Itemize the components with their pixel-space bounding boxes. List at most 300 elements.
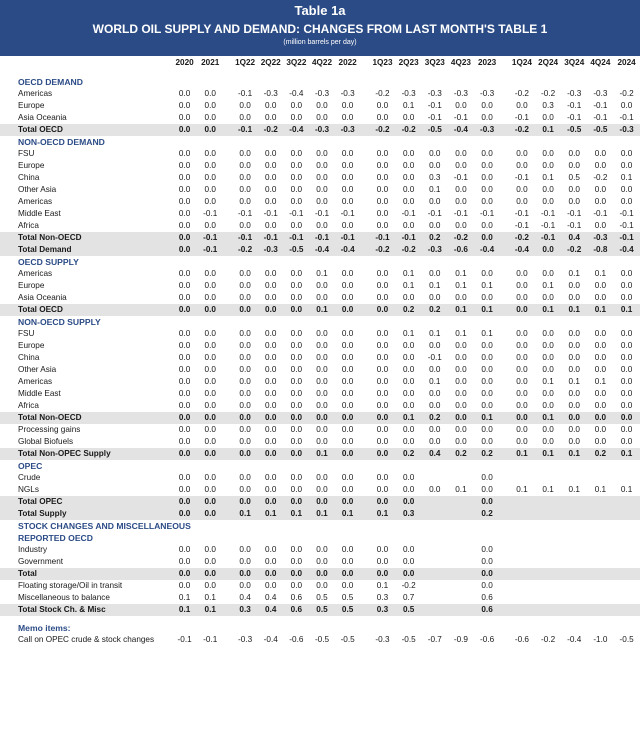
table-cell: 0.0: [178, 329, 191, 338]
table-cell: 0.0: [542, 293, 554, 302]
table-cell: 0.0: [265, 437, 277, 446]
section-row-non-oecd-supply: [0, 316, 640, 328]
row-label: Total Non-OPEC Supply: [0, 448, 172, 460]
table-cell: 0.0: [310, 568, 335, 580]
table-cell: [232, 256, 259, 268]
table-cell: -0.1: [619, 113, 634, 122]
table-cell: [588, 520, 614, 532]
table-cell: 0.2: [396, 304, 422, 316]
row-europe: [0, 280, 640, 292]
table-cell: 0.0: [204, 113, 216, 122]
table-cell: 0.0: [204, 221, 216, 230]
table-cell: 0.0: [620, 353, 633, 362]
table-cell: 0.0: [265, 221, 277, 230]
table-cell: 0.6: [481, 593, 493, 602]
table-cell: [535, 136, 561, 148]
table-cell: 0.1: [535, 124, 561, 136]
table-cell: 0.0: [376, 161, 389, 170]
table-cell: 0.0: [516, 197, 528, 206]
table-cell: 0.0: [402, 185, 415, 194]
table-cell: -0.5: [619, 635, 634, 644]
table-cell: 0.0: [429, 425, 441, 434]
table-cell: [448, 556, 474, 568]
table-cell: 0.0: [178, 209, 191, 218]
table-cell: -0.5: [561, 124, 588, 136]
table-cell: [197, 256, 224, 268]
table-cell: 0.0: [542, 389, 554, 398]
table-cell: 0.0: [204, 149, 216, 158]
table-cell: 0.0: [265, 293, 277, 302]
table-cell: 0.0: [341, 425, 354, 434]
table-cell: 0.1: [481, 281, 493, 290]
table-cell: -0.5: [588, 124, 614, 136]
table-cell: -0.2: [375, 89, 390, 98]
total-row-total-non-oecd: [0, 412, 640, 424]
table-cell: 0.0: [178, 437, 191, 446]
table-cell: 0.0: [239, 377, 251, 386]
table-cell: 0.0: [172, 124, 197, 136]
table-cell: 0.2: [474, 508, 501, 520]
table-cell: -0.1: [619, 209, 634, 218]
table-cell: 0.0: [376, 353, 389, 362]
table-cell: 0.1: [542, 173, 554, 182]
table-cell: 0.0: [620, 437, 633, 446]
table-cell: 0.0: [316, 377, 328, 386]
row-label: Industry: [18, 545, 48, 554]
total-row-total: [0, 568, 640, 580]
table-cell: 0.5: [310, 604, 335, 616]
table-cell: [535, 622, 561, 634]
table-cell: -0.3: [427, 89, 442, 98]
table-cell: 0.0: [455, 197, 467, 206]
table-cell: 0.0: [265, 545, 277, 554]
table-cell: 0.0: [568, 185, 580, 194]
table-cell: 0.1: [568, 485, 580, 494]
table-cell: 0.0: [396, 496, 422, 508]
table-cell: -0.1: [427, 209, 442, 218]
table-cell: [396, 532, 422, 544]
table-cell: [509, 256, 536, 268]
table-cell: [509, 472, 536, 484]
table-cell: 0.0: [239, 473, 251, 482]
table-cell: 0.0: [204, 329, 216, 338]
table-cell: -1.0: [593, 635, 608, 644]
table-cell: -0.4: [567, 635, 582, 644]
table-cell: [474, 76, 501, 88]
table-cell: 0.0: [204, 89, 216, 98]
table-cell: 0.0: [204, 437, 216, 446]
table-cell: [561, 532, 588, 544]
table-cell: 0.0: [376, 293, 389, 302]
table-cell: 0.0: [341, 437, 354, 446]
table-cell: -0.1: [453, 173, 468, 182]
table-cell: [535, 316, 561, 328]
section-row-oecd-demand: [0, 76, 640, 88]
table-cell: [509, 580, 536, 592]
table-cell: 0.5: [396, 604, 422, 616]
section-row-stock-changes-and-miscellaneous: [0, 520, 640, 532]
table-cell: -0.2: [258, 124, 283, 136]
table-cell: 0.2: [421, 412, 448, 424]
table-cell: [172, 460, 197, 472]
row-europe: [0, 340, 640, 352]
table-cell: [310, 76, 335, 88]
table-cell: 0.0: [197, 448, 224, 460]
table-cell: [232, 76, 259, 88]
table-cell: [197, 622, 224, 634]
table-cell: [197, 316, 224, 328]
table-cell: [396, 316, 422, 328]
table-cell: [421, 460, 448, 472]
table-cell: 0.0: [316, 389, 328, 398]
table-cell: 0.0: [265, 557, 277, 566]
table-cell: [561, 496, 588, 508]
table-cell: -0.1: [514, 173, 529, 182]
table-cell: 0.1: [594, 485, 607, 494]
table-cell: 0.0: [481, 473, 493, 482]
table-cell: 0.0: [429, 197, 441, 206]
table-cell: 0.0: [369, 448, 396, 460]
table-cell: 0.0: [402, 197, 415, 206]
table-cell: 0.0: [178, 113, 191, 122]
table-cell: 0.0: [204, 389, 216, 398]
table-cell: [396, 622, 422, 634]
column-header: 1Q23: [372, 58, 393, 67]
table-cell: 0.0: [568, 161, 580, 170]
table-cell: [448, 508, 474, 520]
table-cell: 0.0: [265, 101, 277, 110]
table-cell: 0.0: [429, 149, 441, 158]
table-cell: [561, 592, 588, 604]
table-cell: [535, 520, 561, 532]
table-cell: 0.1: [310, 508, 335, 520]
table-cell: 0.0: [290, 173, 303, 182]
row-label: Americas: [18, 197, 53, 206]
table-cell: [613, 556, 640, 568]
table-cell: -0.2: [396, 244, 422, 256]
table-cell: 0.0: [232, 304, 259, 316]
table-cell: 0.0: [568, 197, 580, 206]
table-cell: 0.6: [290, 593, 303, 602]
table-cell: 0.0: [448, 412, 474, 424]
table-cell: [588, 556, 614, 568]
table-cell: 0.0: [341, 389, 354, 398]
table-cell: 0.0: [516, 185, 528, 194]
table-cell: 0.0: [290, 101, 303, 110]
table-cell: -0.1: [203, 209, 218, 218]
table-cell: [509, 604, 536, 616]
table-cell: 0.0: [568, 341, 580, 350]
table-cell: -0.1: [541, 221, 556, 230]
table-cell: 0.0: [178, 89, 191, 98]
table-cell: -0.2: [509, 124, 536, 136]
table-cell: [613, 76, 640, 88]
table-cell: 0.0: [290, 221, 303, 230]
table-cell: 0.0: [455, 185, 467, 194]
table-cell: 0.2: [421, 232, 448, 244]
table-cell: 0.0: [232, 448, 259, 460]
table-cell: 0.0: [197, 124, 224, 136]
table-cell: 0.0: [197, 508, 224, 520]
column-header: 3Q22: [286, 58, 307, 67]
table-cell: -0.1: [453, 209, 468, 218]
row-industry: [0, 544, 640, 556]
row-fsu: [0, 328, 640, 340]
table-cell: [172, 622, 197, 634]
table-cell: 0.0: [178, 377, 191, 386]
table-cell: 0.0: [290, 557, 303, 566]
table-cell: 0.0: [376, 185, 389, 194]
row-americas: [0, 196, 640, 208]
table-cell: [283, 136, 310, 148]
row-label: Middle East: [18, 389, 61, 398]
table-cell: 0.0: [376, 485, 389, 494]
table-cell: 0.0: [481, 353, 493, 362]
table-cell: 0.0: [341, 353, 354, 362]
table-cell: 0.0: [455, 221, 467, 230]
column-header: 4Q22: [311, 58, 332, 67]
table-cell: 0.0: [239, 221, 251, 230]
table-cell: -0.3: [314, 89, 330, 98]
table-cell: [283, 256, 310, 268]
table-cell: [561, 622, 588, 634]
table-cell: 0.1: [396, 412, 422, 424]
table-cell: [448, 520, 474, 532]
table-cell: -0.6: [480, 635, 495, 644]
row-asia-oceania: [0, 112, 640, 124]
table-cell: [197, 532, 224, 544]
table-cell: [258, 136, 283, 148]
table-cell: 0.0: [316, 425, 328, 434]
table-cell: [509, 520, 536, 532]
table-cell: 0.0: [516, 329, 528, 338]
table-cell: 0.0: [542, 353, 554, 362]
table-cell: 0.0: [204, 341, 216, 350]
table-cell: 0.0: [316, 113, 328, 122]
table-cell: 0.0: [239, 329, 251, 338]
table-cell: 0.0: [402, 149, 415, 158]
table-cell: 0.0: [481, 149, 493, 158]
table-cell: 0.1: [613, 304, 640, 316]
table-cell: -0.4: [263, 635, 278, 644]
table-cell: 0.0: [316, 353, 328, 362]
total-row-total-stock-ch-misc: [0, 604, 640, 616]
table-cell: 0.0: [516, 401, 528, 410]
row-crude: [0, 472, 640, 484]
row-miscellaneous-to-balance: [0, 592, 640, 604]
table-cell: 0.0: [197, 304, 224, 316]
table-cell: 0.0: [310, 412, 335, 424]
section-heading: OECD DEMAND: [18, 77, 83, 87]
row-label: Europe: [18, 161, 45, 170]
table-cell: [535, 496, 561, 508]
table-cell: 0.0: [178, 581, 191, 590]
table-cell: 0.0: [232, 412, 259, 424]
table-cell: 0.0: [455, 353, 467, 362]
table-cell: -0.1: [232, 124, 259, 136]
row-label: Processing gains: [18, 425, 81, 434]
column-header: 3Q24: [564, 58, 585, 67]
table-cell: 0.0: [455, 437, 467, 446]
table-cell: 0.0: [594, 185, 607, 194]
table-cell: -0.4: [509, 244, 536, 256]
table-cell: -0.1: [427, 113, 442, 122]
table-cell: 0.4: [239, 593, 251, 602]
table-cell: 0.0: [561, 412, 588, 424]
table-cell: [421, 520, 448, 532]
table-cell: 0.1: [509, 448, 536, 460]
table-cell: 0.3: [542, 101, 554, 110]
table-cell: 0.0: [290, 185, 303, 194]
table-cell: -0.1: [310, 232, 335, 244]
table-cell: [448, 580, 474, 592]
table-cell: 0.0: [290, 437, 303, 446]
table-cell: 0.0: [455, 365, 467, 374]
table-cell: 0.0: [265, 485, 277, 494]
table-cell: [613, 568, 640, 580]
table-cell: -0.1: [427, 353, 442, 362]
section-heading: STOCK CHANGES AND MISCELLANEOUS: [18, 521, 191, 531]
table-cell: 0.0: [239, 173, 251, 182]
row-china: [0, 352, 640, 364]
table-cell: 0.3: [396, 508, 422, 520]
table-cell: 0.0: [290, 269, 303, 278]
table-cell: 0.1: [613, 448, 640, 460]
table-cell: -0.1: [567, 113, 582, 122]
table-cell: 0.0: [204, 269, 216, 278]
row-label: Asia Oceania: [18, 293, 67, 302]
table-cell: -0.3: [421, 244, 448, 256]
table-cell: 0.0: [402, 545, 415, 554]
table-cell: 0.0: [283, 304, 310, 316]
table-cell: 0.0: [178, 545, 191, 554]
table-cell: 0.0: [341, 401, 354, 410]
table-cell: [258, 76, 283, 88]
table-cell: [310, 520, 335, 532]
table-cell: 0.0: [620, 377, 633, 386]
table-cell: [474, 520, 501, 532]
table-cell: 0.5: [341, 593, 354, 602]
table-cell: 0.0: [542, 329, 554, 338]
table-cell: 0.0: [341, 581, 354, 590]
table-cell: 0.0: [396, 568, 422, 580]
table-cell: 0.0: [481, 437, 493, 446]
table-cell: -0.1: [567, 101, 582, 110]
table-cell: 0.0: [290, 197, 303, 206]
table-cell: 0.0: [376, 557, 389, 566]
table-cell: [561, 580, 588, 592]
row-floating-storage-oil-in-transit: [0, 580, 640, 592]
table-cell: 0.2: [448, 448, 474, 460]
table-cell: 0.0: [369, 412, 396, 424]
table-cell: 0.0: [239, 185, 251, 194]
table-cell: [396, 256, 422, 268]
table-cell: 0.0: [178, 401, 191, 410]
table-cell: 0.1: [561, 304, 588, 316]
table-cell: 0.0: [474, 568, 501, 580]
table-cell: 0.0: [265, 173, 277, 182]
table-cell: -0.3: [334, 124, 361, 136]
table-cell: 0.0: [542, 437, 554, 446]
table-cell: 0.0: [568, 389, 580, 398]
table-cell: 0.0: [620, 161, 633, 170]
table-cell: -0.1: [396, 232, 422, 244]
table-cell: 0.0: [376, 389, 389, 398]
table-cell: -0.1: [314, 209, 330, 218]
table-cell: 0.0: [516, 293, 528, 302]
table-cell: 0.0: [455, 101, 467, 110]
table-cell: 0.0: [316, 545, 328, 554]
table-cell: 0.1: [376, 581, 389, 590]
table-cell: 0.0: [402, 113, 415, 122]
table-cell: [283, 622, 310, 634]
table-cell: 0.1: [429, 329, 441, 338]
table-cell: 0.0: [239, 341, 251, 350]
table-cell: 0.0: [239, 365, 251, 374]
table-cell: 0.0: [316, 401, 328, 410]
table-cell: 0.0: [172, 568, 197, 580]
table-cell: -0.2: [448, 232, 474, 244]
table-cell: [334, 622, 361, 634]
table-cell: [448, 136, 474, 148]
table-cell: 0.0: [402, 365, 415, 374]
table-cell: 0.0: [197, 568, 224, 580]
column-header: 2022: [338, 58, 357, 67]
table-cell: 0.0: [204, 185, 216, 194]
table-cell: 0.0: [429, 365, 441, 374]
table-cell: [421, 556, 448, 568]
table-cell: 0.0: [265, 341, 277, 350]
table-cell: 0.0: [402, 473, 415, 482]
column-header: 1Q22: [235, 58, 256, 67]
table-cell: 0.0: [290, 365, 303, 374]
table-cell: [258, 256, 283, 268]
table-cell: 0.0: [265, 281, 277, 290]
table-cell: 0.0: [258, 412, 283, 424]
table-cell: 0.0: [402, 401, 415, 410]
row-label: Global Biofuels: [18, 437, 74, 446]
table-cell: 0.0: [197, 496, 224, 508]
table-cell: 0.0: [239, 197, 251, 206]
table-cell: 0.0: [178, 485, 191, 494]
table-cell: -0.3: [375, 635, 390, 644]
table-cell: -0.3: [401, 89, 416, 98]
table-cell: -0.3: [263, 89, 278, 98]
table-cell: 0.0: [316, 281, 328, 290]
table-cell: 0.0: [516, 161, 528, 170]
table-cell: 0.0: [568, 293, 580, 302]
table-cell: [421, 532, 448, 544]
table-cell: -0.2: [541, 89, 556, 98]
table-cell: 0.0: [204, 545, 216, 554]
row-label: Total Non-OECD: [0, 412, 172, 424]
total-row-total-oecd: [0, 304, 640, 316]
table-cell: 0.0: [568, 149, 580, 158]
table-cell: 0.0: [481, 425, 493, 434]
table-cell: 0.0: [178, 557, 191, 566]
table-cell: -0.2: [619, 89, 634, 98]
table-cell: [283, 460, 310, 472]
table-cell: 0.0: [316, 161, 328, 170]
oil-balance-table: [0, 56, 640, 646]
table-cell: [588, 256, 614, 268]
column-header: 2023: [477, 58, 497, 67]
table-cell: 0.0: [455, 293, 467, 302]
table-cell: 0.0: [290, 149, 303, 158]
table-cell: 0.0: [341, 377, 354, 386]
table-cell: [421, 604, 448, 616]
table-cell: 0.0: [290, 329, 303, 338]
